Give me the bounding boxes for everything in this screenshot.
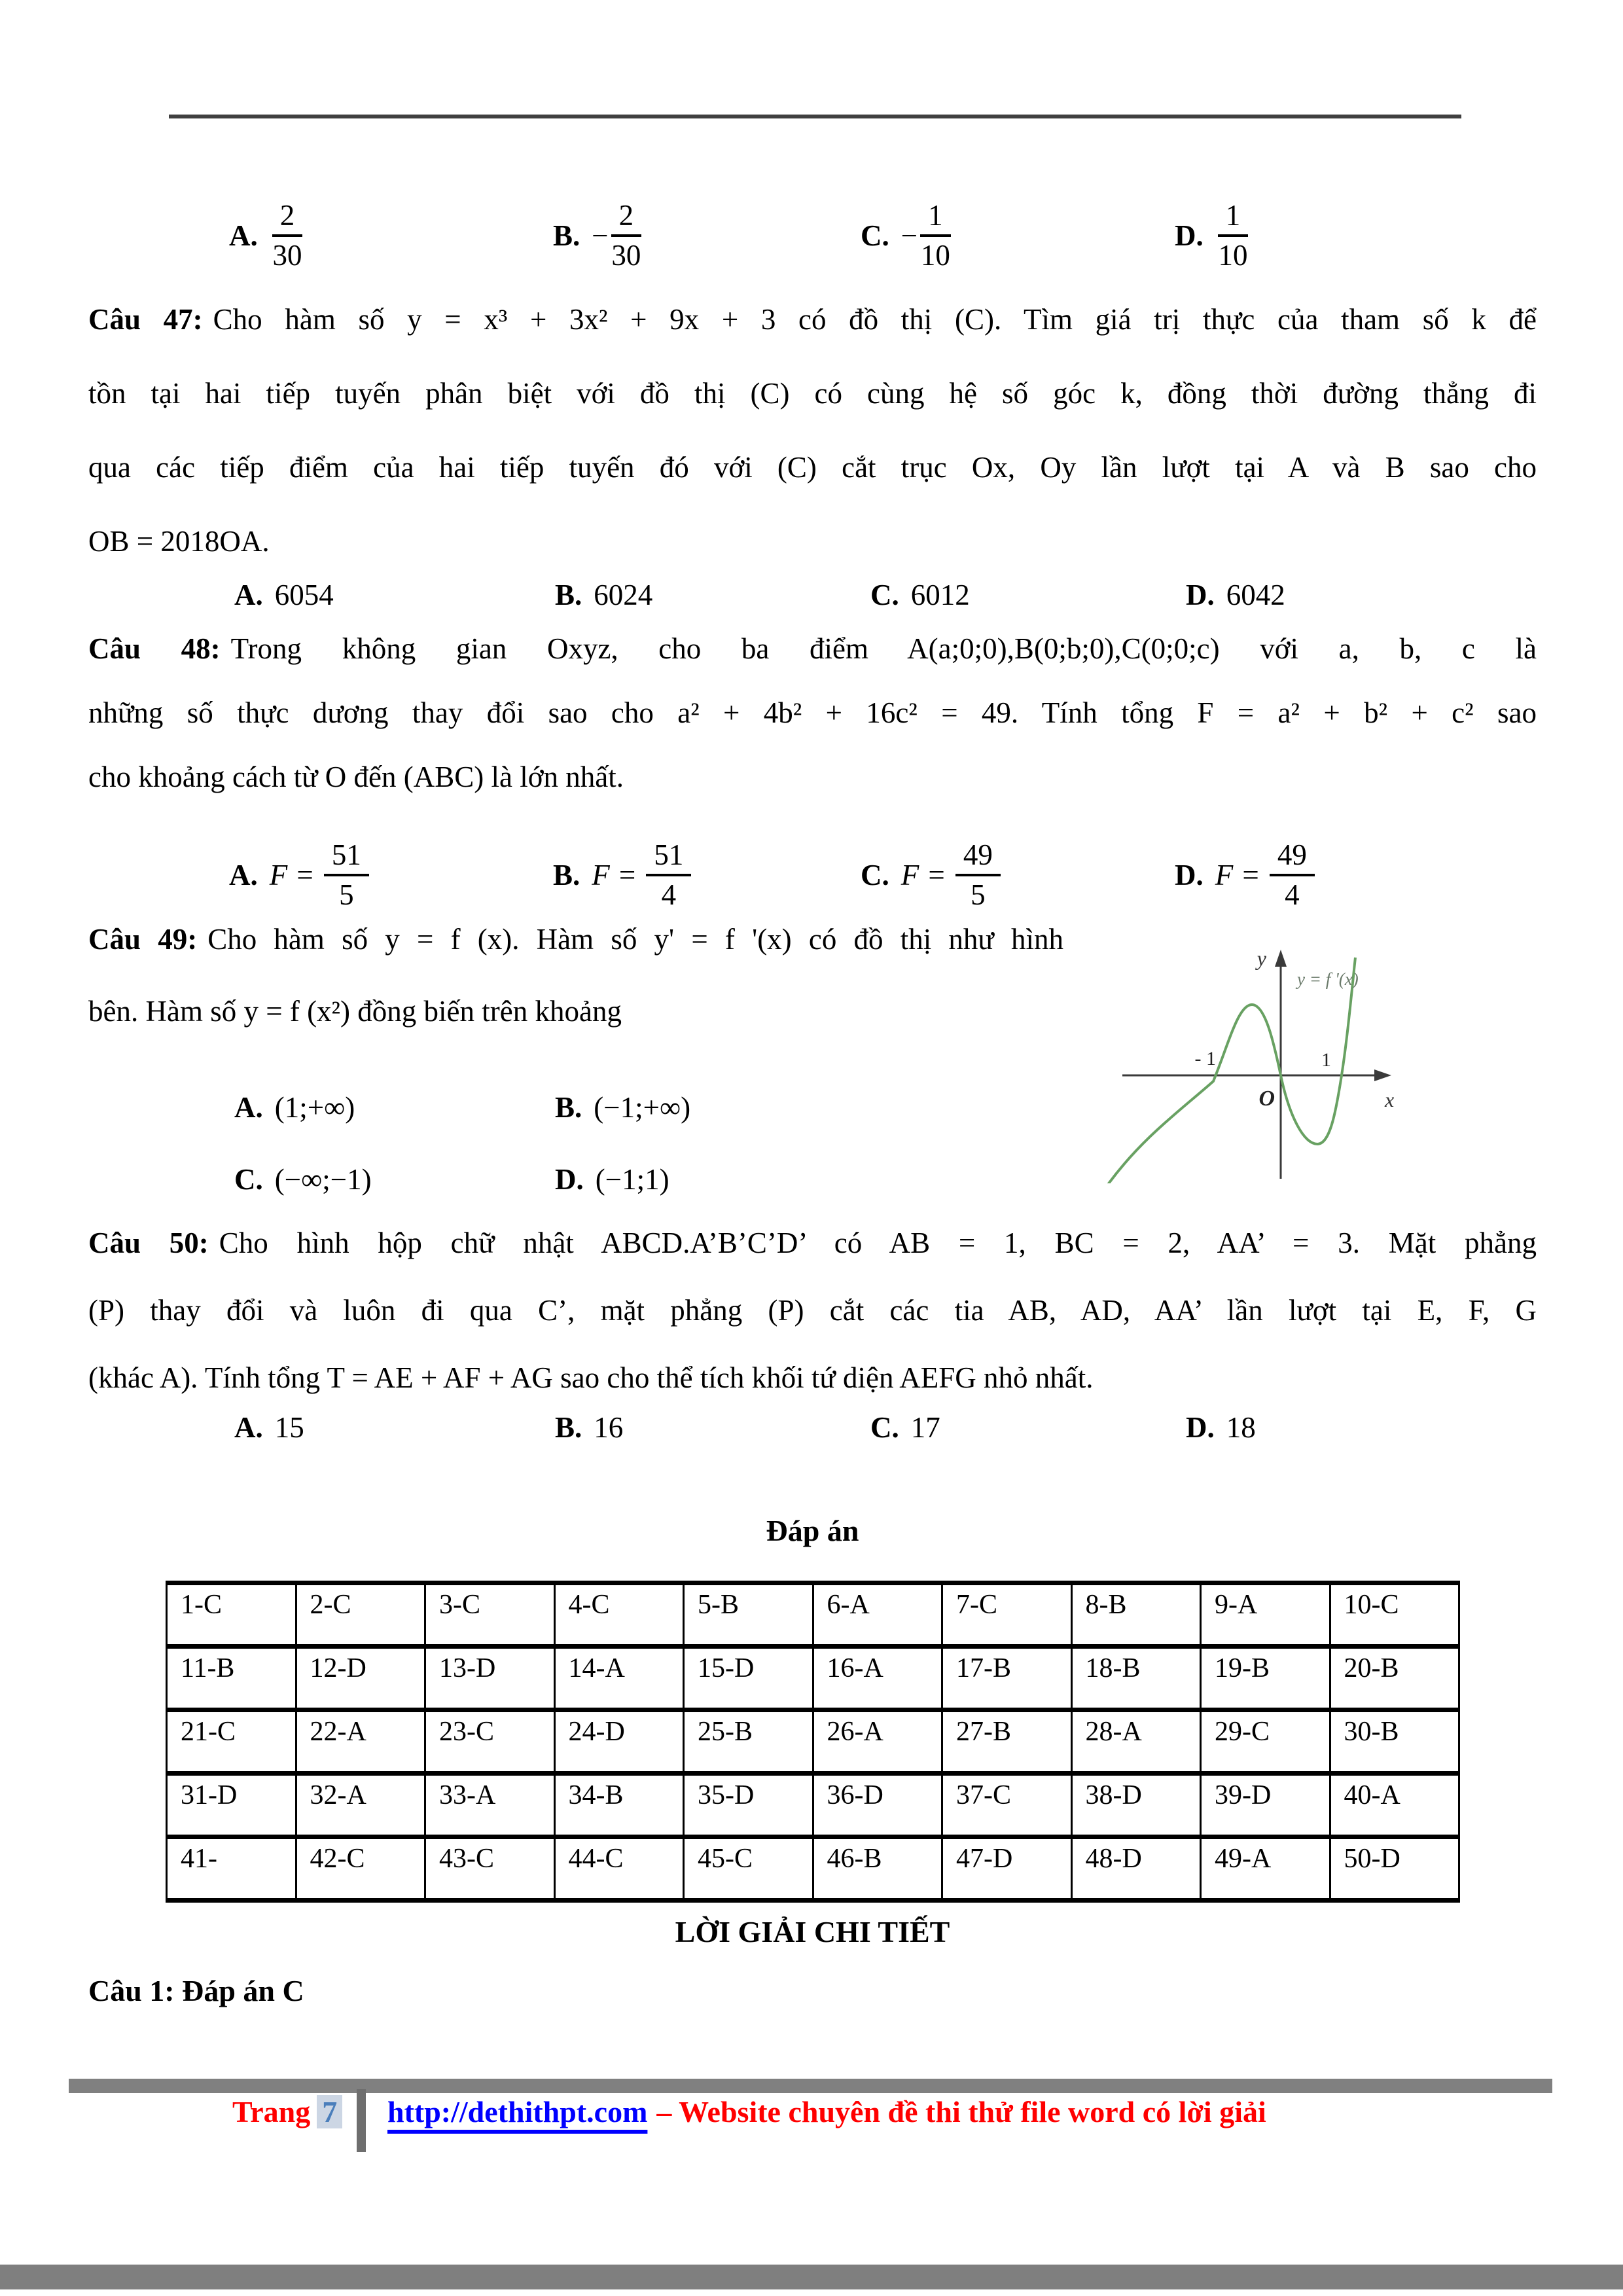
answer-key-table — [166, 1581, 1460, 1903]
answer-cell: 48-D — [1071, 1837, 1201, 1901]
option-value: 6024 — [594, 579, 653, 611]
answer-cell: 20-B — [1330, 1647, 1459, 1710]
fraction — [646, 839, 691, 910]
fraction-numerator: 2 — [611, 200, 642, 237]
answer-cell: 50-D — [1330, 1837, 1459, 1901]
option-label: B. — [555, 1411, 582, 1444]
answer-cell: 16-A — [813, 1647, 942, 1710]
q48-number: Câu 48: — [88, 632, 221, 665]
q49-option-d — [555, 1158, 669, 1200]
derivative-graph-figure — [1067, 931, 1400, 1183]
q47-option-a — [234, 575, 334, 615]
q46-option-c — [861, 187, 951, 285]
answer-cell: 7-C — [942, 1583, 1072, 1647]
origin-label: O — [1258, 1086, 1275, 1111]
fraction — [920, 200, 951, 271]
answer-cell: 31-D — [167, 1774, 296, 1837]
answer-cell: 14-A — [554, 1647, 684, 1710]
answer-cell: 1-C — [167, 1583, 296, 1647]
answer-cell: 19-B — [1201, 1647, 1330, 1710]
answer-cell: 3-C — [425, 1583, 555, 1647]
answer-cell: 8-B — [1071, 1583, 1201, 1647]
q50-option-b — [555, 1407, 623, 1448]
answer-cell: 42-C — [296, 1837, 425, 1901]
fraction-denominator: 4 — [1285, 878, 1300, 911]
option-label: C. — [234, 1163, 263, 1196]
answer-cell: 32-A — [296, 1774, 425, 1837]
fraction-numerator: 49 — [1270, 839, 1315, 876]
q48-statement — [88, 617, 1537, 809]
q48-option-d — [1175, 826, 1315, 924]
answer-key-row — [167, 1583, 1459, 1647]
q48-line-2: những số thực dương thay đổi sao cho a² + 4b² + 16c² = 49. Tính tổng F = a² + b² + c² sao — [88, 696, 1537, 729]
option-label: C. — [870, 579, 899, 611]
q46-options-row — [0, 187, 1623, 285]
option-label: A. — [234, 1411, 263, 1444]
q49-statement — [88, 903, 1063, 1047]
q50-number: Câu 50: — [88, 1227, 209, 1259]
option-label: D. — [1186, 1411, 1215, 1444]
answer-cell: 24-D — [554, 1710, 684, 1774]
fraction — [272, 200, 303, 271]
answer-cell: 6-A — [813, 1583, 942, 1647]
answer-cell: 39-D — [1201, 1774, 1330, 1837]
answer-key-row — [167, 1710, 1459, 1774]
option-value: 18 — [1226, 1411, 1256, 1444]
option-value: 16 — [594, 1411, 624, 1444]
answer-cell: 22-A — [296, 1710, 425, 1774]
q49-number: Câu 49: — [88, 923, 198, 956]
answer-key-row — [167, 1837, 1459, 1901]
option-label: D. — [1186, 579, 1215, 611]
solutions-title: LỜI GIẢI CHI TIẾT — [675, 1915, 950, 1948]
answer-cell: 26-A — [813, 1710, 942, 1774]
q49-text: Cho hàm số y = f (x). Hàm số y' = f '(x) có đồ thị như hình — [207, 923, 1064, 956]
q49-option-b — [555, 1086, 690, 1128]
option-value: 6042 — [1226, 579, 1285, 611]
answer-cell: 35-D — [684, 1774, 813, 1837]
q48-text: Trong không gian Oxyz, cho ba điểm A(a;0;0),B(0;b;0),C(0;0;c) với a, b, c là — [230, 632, 1537, 665]
q47-number: Câu 47: — [88, 303, 203, 336]
header-rule — [169, 115, 1461, 118]
q47-text: Cho hàm số y = x³ + 3x² + 9x + 3 có đồ thị (C). Tìm giá trị thực của tham số k để — [213, 303, 1537, 336]
q46-option-b — [553, 187, 641, 285]
footer-website-link[interactable]: http://dethithpt.com — [387, 2095, 648, 2128]
answer-cell: 40-A — [1330, 1774, 1459, 1837]
fraction-denominator: 5 — [971, 878, 986, 911]
answer-cell: 23-C — [425, 1710, 555, 1774]
option-label: C. — [870, 1411, 899, 1444]
fraction — [955, 839, 1001, 910]
answer-cell: 21-C — [167, 1710, 296, 1774]
q47-options-row — [0, 575, 1623, 615]
fraction-numerator: 1 — [920, 200, 951, 237]
y-axis-arrow-icon — [1275, 950, 1287, 967]
footer-tagline: – Website chuyên đề thi thử file word có lời giải — [656, 2095, 1266, 2128]
q48-line-1 — [88, 617, 1537, 681]
option-value: 15 — [274, 1411, 304, 1444]
option-label: A. — [229, 859, 258, 891]
answer-cell: 4-C — [554, 1583, 684, 1647]
minus-sign: − — [901, 219, 918, 252]
fraction-numerator: 1 — [1218, 200, 1249, 237]
answer-cell: 33-A — [425, 1774, 555, 1837]
option-label: D. — [1175, 859, 1204, 891]
option-lhs: F = — [269, 859, 315, 891]
page-bottom-gap — [0, 2265, 1623, 2289]
answer-cell: 44-C — [554, 1837, 684, 1901]
answer-cell: 2-C — [296, 1583, 425, 1647]
answer-cell: 41- — [167, 1837, 296, 1901]
f-prime-curve — [1107, 958, 1355, 1183]
fraction — [1270, 839, 1315, 910]
x-axis-label: x — [1385, 1088, 1395, 1111]
answer-cell: 37-C — [942, 1774, 1072, 1837]
answer-cell: 18-B — [1071, 1647, 1201, 1710]
option-lhs: F = — [1215, 859, 1260, 891]
fraction — [1218, 200, 1249, 271]
q50-option-c — [870, 1407, 940, 1448]
answer-cell: 10-C — [1330, 1583, 1459, 1647]
q50-option-d — [1186, 1407, 1256, 1448]
option-label: D. — [1175, 219, 1204, 252]
option-value: 17 — [910, 1411, 940, 1444]
q50-options-row — [0, 1407, 1623, 1448]
solution-q1: Câu 1: Đáp án C — [88, 1974, 304, 2007]
answer-cell: 15-D — [684, 1647, 813, 1710]
fraction-numerator: 49 — [955, 839, 1001, 876]
q50-line-1 — [88, 1210, 1537, 1277]
answer-cell: 29-C — [1201, 1710, 1330, 1774]
answer-cell: 11-B — [167, 1647, 296, 1710]
option-label: A. — [234, 579, 263, 611]
option-label: B. — [555, 579, 582, 611]
answer-cell: 27-B — [942, 1710, 1072, 1774]
fraction-denominator: 10 — [1218, 239, 1248, 272]
option-value: (−1;+∞) — [594, 1091, 691, 1124]
answer-cell: 43-C — [425, 1837, 555, 1901]
answer-cell: 5-B — [684, 1583, 813, 1647]
q46-option-a — [229, 187, 302, 285]
footer-separator-bar — [69, 2079, 1552, 2093]
answer-cell: 46-B — [813, 1837, 942, 1901]
option-label: C. — [861, 859, 889, 891]
fraction — [611, 200, 642, 271]
q49-line-2: bên. Hàm số y = f (x²) đồng biến trên khoảng — [88, 995, 622, 1028]
q50-text: Cho hình hộp chữ nhật ABCD.A’B’C’D’ có AB = 1, BC = 2, AA’ = 3. Mặt phẳng — [219, 1227, 1537, 1259]
footer-vertical-divider — [357, 2089, 366, 2152]
tick-label-1: 1 — [1321, 1049, 1331, 1071]
q50-line-2: (P) thay đổi và luôn đi qua C’, mặt phẳng (P) cắt các tia AB, AD, AA’ lần lượt tại E, F, G — [88, 1294, 1537, 1327]
q47-line-1 — [88, 283, 1537, 357]
fraction-denominator: 30 — [611, 239, 641, 272]
footer-credit — [387, 2094, 1266, 2129]
answer-cell: 25-B — [684, 1710, 813, 1774]
fraction-numerator: 51 — [646, 839, 691, 876]
curve-label: y = f '(x) — [1297, 969, 1359, 989]
footer-page-indicator — [232, 2094, 342, 2129]
option-lhs: F = — [592, 859, 637, 891]
q47-option-b — [555, 575, 652, 615]
option-label: B. — [555, 1091, 582, 1124]
answer-cell: 9-A — [1201, 1583, 1330, 1647]
option-value: (−1;1) — [595, 1163, 669, 1196]
footer-page-number: 7 — [317, 2095, 342, 2128]
fraction-denominator: 10 — [920, 239, 950, 272]
fraction-denominator: 5 — [339, 878, 354, 911]
fraction-denominator: 30 — [272, 239, 302, 272]
fraction-numerator: 2 — [272, 200, 303, 237]
q47-statement — [88, 283, 1537, 579]
fraction — [324, 839, 369, 910]
option-label: D. — [555, 1163, 584, 1196]
q50-option-a — [234, 1407, 304, 1448]
q49-line-1 — [88, 903, 1063, 975]
answer-cell: 17-B — [942, 1647, 1072, 1710]
q50-statement — [88, 1210, 1537, 1412]
answer-cell: 49-A — [1201, 1837, 1330, 1901]
option-label: A. — [229, 219, 258, 252]
answer-key-row — [167, 1774, 1459, 1837]
q47-option-c — [870, 575, 970, 615]
answer-cell: 30-B — [1330, 1710, 1459, 1774]
option-label: B. — [553, 859, 580, 891]
q47-option-d — [1186, 575, 1285, 615]
answer-key-row — [167, 1647, 1459, 1710]
q47-line-3: qua các tiếp điểm của hai tiếp tuyến đó với (C) cắt trục Ox, Oy lần lượt tại A và B sao cho — [88, 451, 1537, 484]
q47-line-2: tồn tại hai tiếp tuyến phân biệt với đồ thị (C) có cùng hệ số góc k, đồng thời đường thẳng đi — [88, 377, 1537, 410]
option-value: (−∞;−1) — [274, 1163, 372, 1196]
answer-cell: 45-C — [684, 1837, 813, 1901]
footer-page-label: Trang — [232, 2095, 311, 2128]
y-axis-label: y — [1257, 946, 1266, 970]
fraction-numerator: 51 — [324, 839, 369, 876]
answer-key-title: Đáp án — [766, 1514, 859, 1547]
x-axis-arrow-icon — [1374, 1069, 1391, 1081]
answer-cell: 36-D — [813, 1774, 942, 1837]
q49-options-row-1 — [0, 1086, 1623, 1128]
derivative-graph — [1067, 931, 1400, 1183]
minus-sign: − — [592, 219, 609, 252]
answer-cell: 12-D — [296, 1647, 425, 1710]
option-value: 6012 — [910, 579, 970, 611]
answer-cell: 47-D — [942, 1837, 1072, 1901]
answer-cell: 34-B — [554, 1774, 684, 1837]
option-lhs: F = — [901, 859, 946, 891]
option-label: C. — [861, 219, 889, 252]
q49-option-a — [234, 1086, 355, 1128]
q46-option-d — [1175, 187, 1248, 285]
q49-option-c — [234, 1158, 372, 1200]
answer-cell: 13-D — [425, 1647, 555, 1710]
option-value: (1;+∞) — [274, 1091, 355, 1124]
fraction-denominator: 4 — [661, 878, 677, 911]
q50-line-3: (khác A). Tính tổng T = AE + AF + AG sao cho thể tích khối tứ diện AEFG nhỏ nhất. — [88, 1361, 1094, 1394]
q48-line-3: cho khoảng cách từ O đến (ABC) là lớn nhất. — [88, 761, 624, 793]
q47-line-4: OB = 2018OA. — [88, 525, 270, 558]
option-label: A. — [234, 1091, 263, 1124]
tick-label-minus-1: - 1 — [1194, 1048, 1216, 1069]
option-label: B. — [553, 219, 580, 252]
option-value: 6054 — [274, 579, 334, 611]
q49-options-row-2 — [0, 1158, 1623, 1200]
answer-cell: 28-A — [1071, 1710, 1201, 1774]
answer-cell: 38-D — [1071, 1774, 1201, 1837]
